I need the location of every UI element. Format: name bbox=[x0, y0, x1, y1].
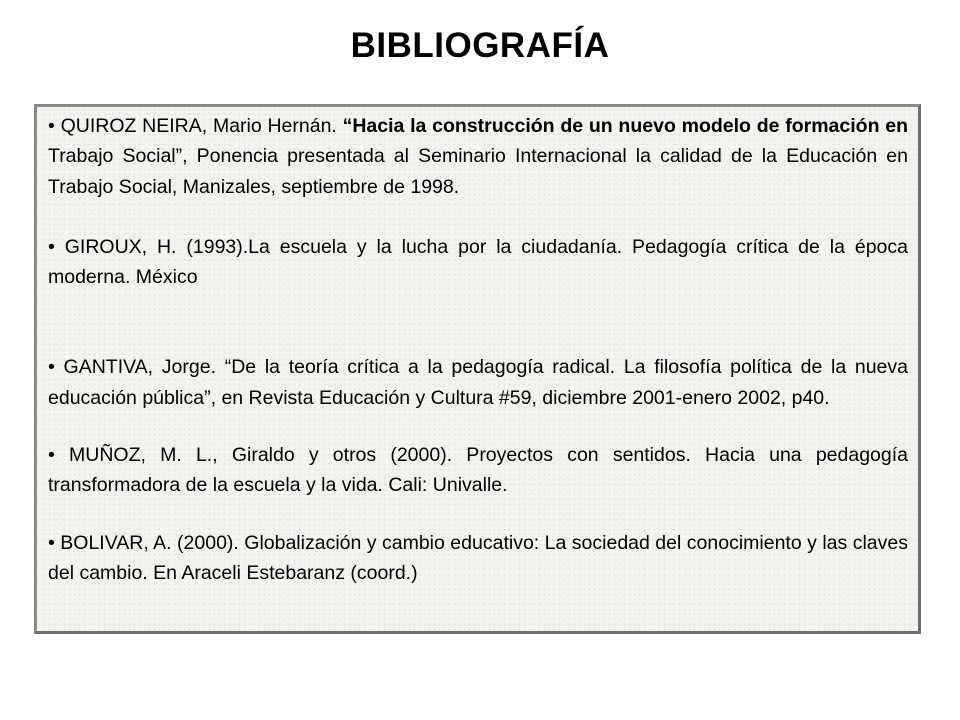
entry-text: Trabajo Social”, Ponencia presentada al Seminario Internacional la calidad de la Educación en Trabajo Social, Manizales, septiembre de 1998. bbox=[48, 145, 908, 198]
bibliography-entry bbox=[48, 232, 908, 293]
bibliography-entry bbox=[48, 352, 908, 413]
entry-bold-title: “Hacia la construcción de un nuevo modelo de formación en bbox=[342, 115, 908, 137]
bullet: • bbox=[48, 235, 65, 258]
entry-text: GANTIVA, Jorge. “De la teoría crítica a la pedagogía radical. La filosofía política de la nueva educación pública”, en Revista Educación y Cultura #59, diciembre 2001-enero 2002, p40. bbox=[48, 356, 908, 409]
bullet: • bbox=[48, 531, 61, 554]
entry-author: QUIROZ NEIRA, Mario Hernán. bbox=[60, 115, 343, 137]
bullet: • bbox=[48, 444, 70, 467]
bibliography-entry bbox=[48, 528, 908, 589]
entry-text: BOLIVAR, A. (2000). Globalización y cambio educativo: La sociedad del conocimiento y las claves del cambio. En Araceli Estebaranz (coord.) bbox=[48, 531, 908, 584]
bullet: • bbox=[48, 356, 64, 379]
bibliography-entry bbox=[48, 111, 908, 202]
entry-text: GIROUX, H. (1993).La escuela y la lucha por la ciudadanía. Pedagogía crítica de la época moderna. México bbox=[48, 235, 908, 289]
bibliography-entry bbox=[48, 440, 908, 501]
bibliography-box bbox=[34, 104, 921, 634]
entry-text: MUÑOZ, M. L., Giraldo y otros (2000). Proyectos con sentidos. Hacia una pedagogía transformadora de la escuela y la vida. Cali: Univalle. bbox=[48, 444, 908, 497]
page-title: BIBLIOGRAFÍA bbox=[350, 26, 610, 65]
bullet: • bbox=[48, 115, 61, 137]
